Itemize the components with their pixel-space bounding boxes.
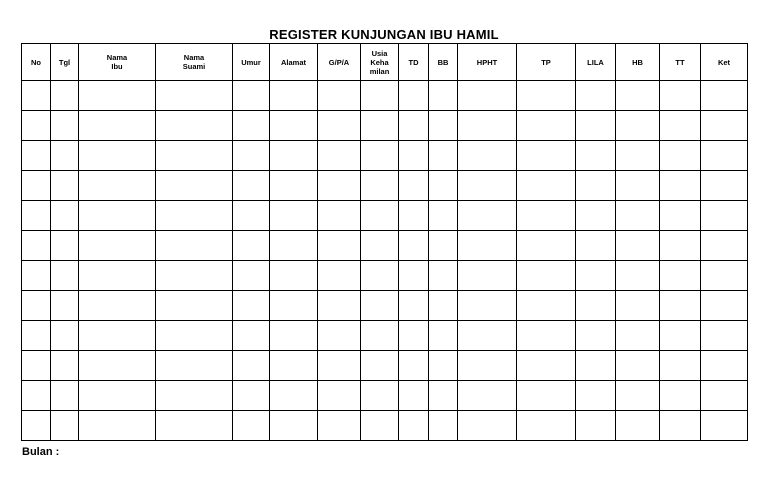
table-cell[interactable] <box>22 201 51 231</box>
table-cell[interactable] <box>22 81 51 111</box>
table-cell[interactable] <box>517 201 576 231</box>
column-header: TT <box>660 44 701 81</box>
table-cell[interactable] <box>701 261 748 291</box>
page-title: REGISTER KUNJUNGAN IBU HAMIL <box>269 27 499 42</box>
table-cell[interactable] <box>51 81 79 111</box>
table-cell[interactable] <box>51 381 79 411</box>
table-cell[interactable] <box>233 141 270 171</box>
table-cell[interactable] <box>270 111 318 141</box>
table-cell[interactable] <box>458 381 517 411</box>
table-cell[interactable] <box>616 381 660 411</box>
table-cell[interactable] <box>79 141 156 171</box>
table-cell[interactable] <box>701 111 748 141</box>
table-cell[interactable] <box>616 171 660 201</box>
table-cell[interactable] <box>458 261 517 291</box>
table-cell[interactable] <box>429 231 458 261</box>
header-row <box>22 44 748 81</box>
table-cell[interactable] <box>576 381 616 411</box>
table-cell[interactable] <box>429 201 458 231</box>
table-cell[interactable] <box>429 111 458 141</box>
table-cell[interactable] <box>79 171 156 201</box>
table-cell[interactable] <box>361 411 399 441</box>
column-header: No <box>22 44 51 81</box>
table-cell[interactable] <box>458 141 517 171</box>
table-cell[interactable] <box>399 351 429 381</box>
table-cell[interactable] <box>233 351 270 381</box>
table-cell[interactable] <box>660 231 701 261</box>
table-row <box>22 351 748 381</box>
table-cell[interactable] <box>51 321 79 351</box>
table-cell[interactable] <box>576 351 616 381</box>
table-cell[interactable] <box>701 201 748 231</box>
table-cell[interactable] <box>51 411 79 441</box>
table-cell[interactable] <box>361 321 399 351</box>
table-cell[interactable] <box>270 321 318 351</box>
table-cell[interactable] <box>233 321 270 351</box>
table-cell[interactable] <box>701 411 748 441</box>
table-cell[interactable] <box>318 231 361 261</box>
table-cell[interactable] <box>22 261 51 291</box>
table-cell[interactable] <box>156 411 233 441</box>
table-cell[interactable] <box>79 111 156 141</box>
table-cell[interactable] <box>429 141 458 171</box>
table-cell[interactable] <box>701 171 748 201</box>
table-cell[interactable] <box>458 111 517 141</box>
table-cell[interactable] <box>361 261 399 291</box>
table-cell[interactable] <box>79 231 156 261</box>
table-cell[interactable] <box>270 81 318 111</box>
table-cell[interactable] <box>79 81 156 111</box>
table-cell[interactable] <box>399 111 429 141</box>
table-cell[interactable] <box>318 141 361 171</box>
table-cell[interactable] <box>22 381 51 411</box>
column-header: HB <box>616 44 660 81</box>
table-cell[interactable] <box>79 261 156 291</box>
table-cell[interactable] <box>576 291 616 321</box>
table-cell[interactable] <box>701 231 748 261</box>
table-cell[interactable] <box>270 141 318 171</box>
table-cell[interactable] <box>616 261 660 291</box>
table-cell[interactable] <box>318 321 361 351</box>
table-cell[interactable] <box>22 291 51 321</box>
table-cell[interactable] <box>576 111 616 141</box>
table-cell[interactable] <box>270 171 318 201</box>
table-cell[interactable] <box>361 171 399 201</box>
table-cell[interactable] <box>156 261 233 291</box>
column-header: HPHT <box>458 44 517 81</box>
table-cell[interactable] <box>458 351 517 381</box>
table-cell[interactable] <box>361 141 399 171</box>
table-cell[interactable] <box>233 201 270 231</box>
table-cell[interactable] <box>616 291 660 321</box>
table-cell[interactable] <box>51 141 79 171</box>
column-header: G/P/A <box>318 44 361 81</box>
table-cell[interactable] <box>701 321 748 351</box>
table-cell[interactable] <box>318 171 361 201</box>
table-cell[interactable] <box>660 201 701 231</box>
table-cell[interactable] <box>399 201 429 231</box>
table-cell[interactable] <box>156 321 233 351</box>
table-cell[interactable] <box>318 81 361 111</box>
table-cell[interactable] <box>22 111 51 141</box>
table-row <box>22 171 748 201</box>
table-row <box>22 141 748 171</box>
table-cell[interactable] <box>79 411 156 441</box>
table-row <box>22 321 748 351</box>
table-cell[interactable] <box>660 171 701 201</box>
table-row <box>22 381 748 411</box>
table-cell[interactable] <box>233 81 270 111</box>
table-cell[interactable] <box>399 291 429 321</box>
table-cell[interactable] <box>399 141 429 171</box>
table-row <box>22 81 748 111</box>
table-cell[interactable] <box>701 381 748 411</box>
column-header: LILA <box>576 44 616 81</box>
table-cell[interactable] <box>233 291 270 321</box>
table-cell[interactable] <box>22 411 51 441</box>
table-cell[interactable] <box>458 321 517 351</box>
table-cell[interactable] <box>458 291 517 321</box>
table-cell[interactable] <box>616 231 660 261</box>
table-cell[interactable] <box>576 231 616 261</box>
table-cell[interactable] <box>429 171 458 201</box>
table-body <box>22 81 748 441</box>
table-row <box>22 111 748 141</box>
table-cell[interactable] <box>517 261 576 291</box>
table-cell[interactable] <box>156 291 233 321</box>
table-cell[interactable] <box>361 231 399 261</box>
table-cell[interactable] <box>399 261 429 291</box>
table-cell[interactable] <box>517 381 576 411</box>
table-cell[interactable] <box>517 141 576 171</box>
table-cell[interactable] <box>576 201 616 231</box>
column-header: Tgl <box>51 44 79 81</box>
table-cell[interactable] <box>51 231 79 261</box>
table-cell[interactable] <box>429 321 458 351</box>
table-cell[interactable] <box>361 201 399 231</box>
table-cell[interactable] <box>22 171 51 201</box>
table-cell[interactable] <box>318 381 361 411</box>
table-cell[interactable] <box>616 141 660 171</box>
table-cell[interactable] <box>616 81 660 111</box>
table-cell[interactable] <box>576 141 616 171</box>
table-cell[interactable] <box>660 141 701 171</box>
table-cell[interactable] <box>156 171 233 201</box>
table-cell[interactable] <box>576 321 616 351</box>
column-header: Nama Ibu <box>79 44 156 81</box>
table-cell[interactable] <box>51 351 79 381</box>
table-row <box>22 261 748 291</box>
table-cell[interactable] <box>79 381 156 411</box>
table-row <box>22 291 748 321</box>
table-cell[interactable] <box>399 231 429 261</box>
table-cell[interactable] <box>156 81 233 111</box>
table-cell[interactable] <box>270 201 318 231</box>
column-header: Umur <box>233 44 270 81</box>
table-cell[interactable] <box>660 111 701 141</box>
register-table <box>21 43 748 441</box>
table-cell[interactable] <box>233 171 270 201</box>
table-cell[interactable] <box>429 351 458 381</box>
table-cell[interactable] <box>701 81 748 111</box>
table-cell[interactable] <box>79 291 156 321</box>
column-header: TP <box>517 44 576 81</box>
table-cell[interactable] <box>576 411 616 441</box>
table-cell[interactable] <box>361 291 399 321</box>
table-cell[interactable] <box>318 351 361 381</box>
table-cell[interactable] <box>156 141 233 171</box>
table-cell[interactable] <box>517 111 576 141</box>
table-cell[interactable] <box>51 201 79 231</box>
table-cell[interactable] <box>233 231 270 261</box>
table-cell[interactable] <box>270 291 318 321</box>
table-cell[interactable] <box>22 351 51 381</box>
table-cell[interactable] <box>660 261 701 291</box>
table-cell[interactable] <box>660 411 701 441</box>
table-cell[interactable] <box>660 351 701 381</box>
table-cell[interactable] <box>51 291 79 321</box>
table-cell[interactable] <box>616 321 660 351</box>
table-row <box>22 201 748 231</box>
table-cell[interactable] <box>79 351 156 381</box>
table-cell[interactable] <box>399 321 429 351</box>
table-cell[interactable] <box>318 111 361 141</box>
table-cell[interactable] <box>399 81 429 111</box>
table-cell[interactable] <box>318 291 361 321</box>
table-cell[interactable] <box>429 81 458 111</box>
table-cell[interactable] <box>517 321 576 351</box>
table-cell[interactable] <box>51 111 79 141</box>
table-cell[interactable] <box>517 411 576 441</box>
table-cell[interactable] <box>399 171 429 201</box>
table-cell[interactable] <box>576 81 616 111</box>
table-cell[interactable] <box>576 261 616 291</box>
table-cell[interactable] <box>270 351 318 381</box>
table-cell[interactable] <box>22 141 51 171</box>
table-row <box>22 411 748 441</box>
table-cell[interactable] <box>517 291 576 321</box>
table-cell[interactable] <box>458 411 517 441</box>
table-cell[interactable] <box>429 411 458 441</box>
table-cell[interactable] <box>22 321 51 351</box>
table-cell[interactable] <box>660 81 701 111</box>
table-cell[interactable] <box>429 291 458 321</box>
table-cell[interactable] <box>399 411 429 441</box>
table-cell[interactable] <box>156 231 233 261</box>
table-cell[interactable] <box>270 231 318 261</box>
table-cell[interactable] <box>616 201 660 231</box>
table-cell[interactable] <box>51 171 79 201</box>
table-cell[interactable] <box>156 351 233 381</box>
table-cell[interactable] <box>701 141 748 171</box>
column-header: BB <box>429 44 458 81</box>
table-cell[interactable] <box>660 381 701 411</box>
table-cell[interactable] <box>318 261 361 291</box>
table-cell[interactable] <box>233 381 270 411</box>
table-cell[interactable] <box>701 351 748 381</box>
table-cell[interactable] <box>233 411 270 441</box>
table-cell[interactable] <box>79 321 156 351</box>
table-cell[interactable] <box>156 111 233 141</box>
table-row <box>22 231 748 261</box>
table-cell[interactable] <box>616 411 660 441</box>
table-cell[interactable] <box>701 291 748 321</box>
table-cell[interactable] <box>156 201 233 231</box>
table-cell[interactable] <box>361 111 399 141</box>
table-cell[interactable] <box>22 231 51 261</box>
table-cell[interactable] <box>458 201 517 231</box>
table-cell[interactable] <box>517 81 576 111</box>
table-cell[interactable] <box>318 411 361 441</box>
table-cell[interactable] <box>270 381 318 411</box>
table-cell[interactable] <box>517 231 576 261</box>
column-header: Nama Suami <box>156 44 233 81</box>
table-cell[interactable] <box>458 81 517 111</box>
column-header: Alamat <box>270 44 318 81</box>
table-cell[interactable] <box>458 171 517 201</box>
table-cell[interactable] <box>233 261 270 291</box>
table-cell[interactable] <box>660 291 701 321</box>
table-cell[interactable] <box>156 381 233 411</box>
table-cell[interactable] <box>660 321 701 351</box>
table-cell[interactable] <box>270 411 318 441</box>
table-cell[interactable] <box>318 201 361 231</box>
table-cell[interactable] <box>616 111 660 141</box>
column-header: Ket <box>701 44 748 81</box>
table-cell[interactable] <box>429 381 458 411</box>
table-cell[interactable] <box>576 171 616 201</box>
table-cell[interactable] <box>79 201 156 231</box>
table-cell[interactable] <box>361 351 399 381</box>
table-cell[interactable] <box>361 81 399 111</box>
column-header: TD <box>399 44 429 81</box>
table-cell[interactable] <box>458 231 517 261</box>
table-cell[interactable] <box>233 111 270 141</box>
table-cell[interactable] <box>399 381 429 411</box>
table-cell[interactable] <box>51 261 79 291</box>
table-cell[interactable] <box>361 381 399 411</box>
table-cell[interactable] <box>517 351 576 381</box>
table-cell[interactable] <box>616 351 660 381</box>
table-cell[interactable] <box>517 171 576 201</box>
column-header: Usia Keha milan <box>361 44 399 81</box>
month-label: Bulan : <box>22 446 60 458</box>
table-cell[interactable] <box>429 261 458 291</box>
table-cell[interactable] <box>270 261 318 291</box>
